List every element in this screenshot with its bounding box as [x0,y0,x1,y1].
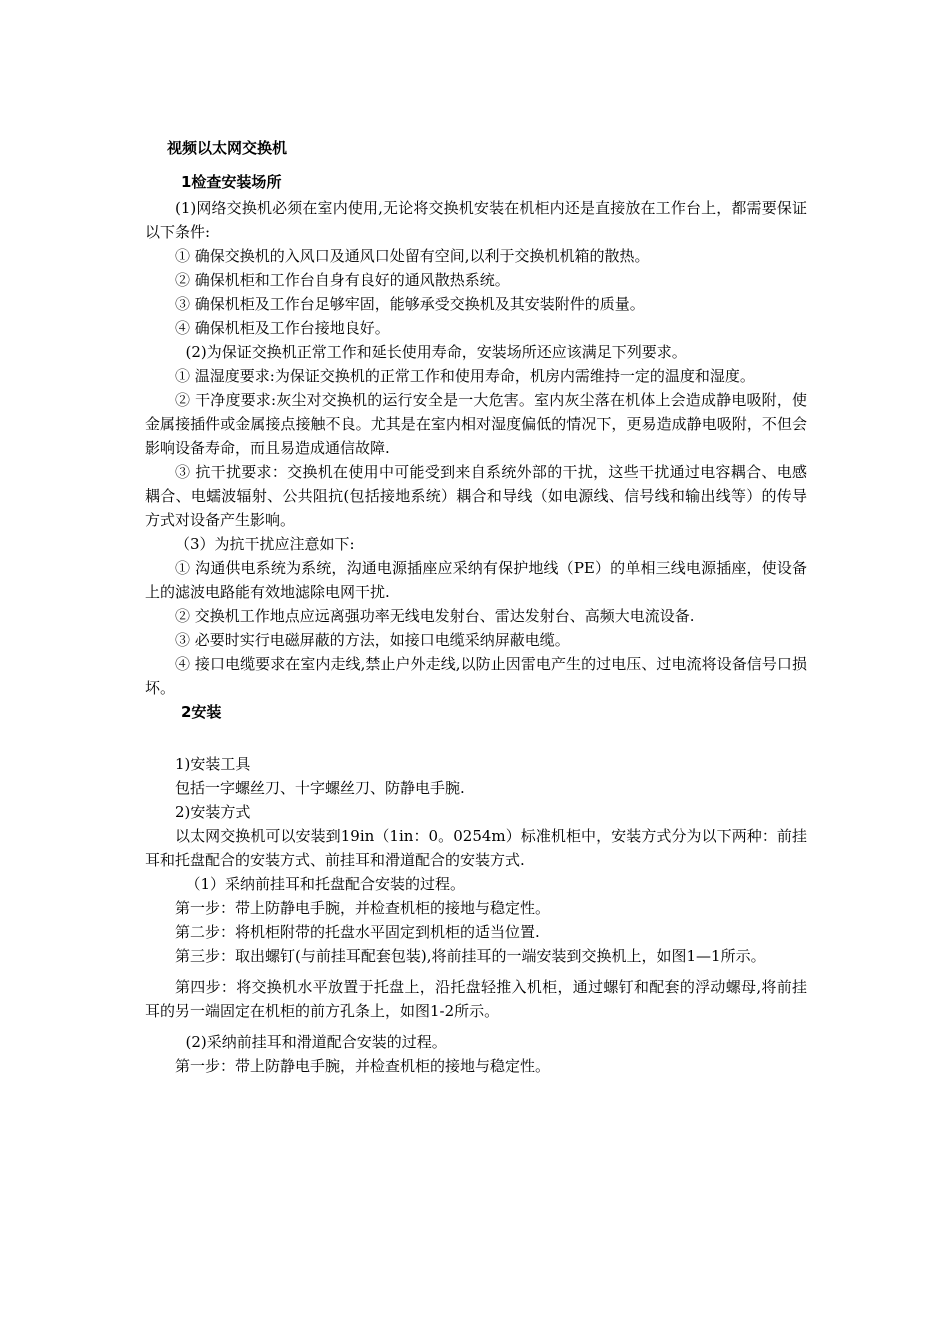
subheading: 2)安装方式 [175,803,251,821]
paragraph: （1）采纳前挂耳和托盘配合安装的过程。 [185,875,466,893]
step-item: 第三步：取出螺钉(与前挂耳配套包装),将前挂耳的一端安装到交换机上，如图1—1所示。 [175,947,766,965]
paragraph: (2)为保证交换机正常工作和延长使用寿命，安装场所还应该满足下列要求。 [185,343,687,361]
step-item: 第一步：带上防静电手腕，并检查机柜的接地与稳定性。 [175,899,551,917]
blank-line [145,726,807,752]
list-item: ③ 必要时实行电磁屏蔽的方法，如接口电缆采纳屏蔽电缆。 [175,631,570,649]
subheading: 1)安装工具 [175,755,251,773]
section-heading-installation: 2安装 [181,703,222,721]
document-title: 视频以太网交换机 [167,139,288,157]
list-item: ④ 确保机柜及工作台接地良好。 [175,319,390,337]
list-item: ③ 抗干扰要求：交换机在使用中可能受到来自系统外部的干扰，这些干扰通过电容耦合、电感耦合、电蠕波辐射、公共阻抗(包括接地系统）耦合和导线（如电源线、信号线和输出线等）的传导方式对设备产生影响。 [145,463,807,529]
list-item: ② 干净度要求:灰尘对交换机的运行安全是一大危害。室内灰尘落在机体上会造成静电吸附，使金属接插件或金属接点接触不良。尤其是在室内相对湿度偏低的情况下，更易造成静电吸附，不但会影响设备寿命，而且易造成通信故障. [145,391,807,457]
list-item: ① 温湿度要求:为保证交换机的正常工作和使用寿命，机房内需维持一定的温度和湿度。 [175,367,755,385]
list-item: ① 确保交换机的入风口及通风口处留有空间,以利于交换机机箱的散热。 [175,247,650,265]
step-item: 第一步：带上防静电手腕，并检查机柜的接地与稳定性。 [175,1057,551,1075]
paragraph: (2)采纳前挂耳和滑道配合安装的过程。 [185,1033,447,1051]
step-item: 第二步：将机柜附带的托盘水平固定到机柜的适当位置. [175,923,540,941]
step-item: 第四步：将交换机水平放置于托盘上，沿托盘轻推入机柜，通过螺钉和配套的浮动螺母,将前挂耳的另一端固定在机柜的前方孔条上，如图1-2所示。 [145,978,807,1020]
list-item: ② 确保机柜和工作台自身有良好的通风散热系统。 [175,271,510,289]
list-item: ② 交换机工作地点应远离强功率无线电发射台、雷达发射台、高频大电流设备. [175,607,695,625]
list-item: ④ 接口电缆要求在室内走线,禁止户外走线,以防止因雷电产生的过电压、过电流将设备信号口损坏。 [145,655,807,697]
paragraph: (1)网络交换机必须在室内使用,无论将交换机安装在机柜内还是直接放在工作台上，都需要保证以下条件: [145,199,807,241]
section-heading-inspect-site: 1检查安装场所 [181,173,282,191]
list-item: ① 沟通供电系统为系统，沟通电源插座应采纳有保护地线（PE）的单相三线电源插座，使设备上的滤波电路能有效地滤除电网干扰. [145,559,807,601]
list-item: ③ 确保机柜及工作台足够牢固，能够承受交换机及其安装附件的质量。 [175,295,645,313]
paragraph: 以太网交换机可以安装到19in（1in：0。0254m）标准机柜中，安装方式分为以下两种：前挂耳和托盘配合的安装方式、前挂耳和滑道配合的安装方式. [145,827,807,869]
paragraph: （3）为抗干扰应注意如下: [175,535,355,553]
document-page [145,136,807,1078]
paragraph: 包括一字螺丝刀、十字螺丝刀、防静电手腕. [175,779,465,797]
